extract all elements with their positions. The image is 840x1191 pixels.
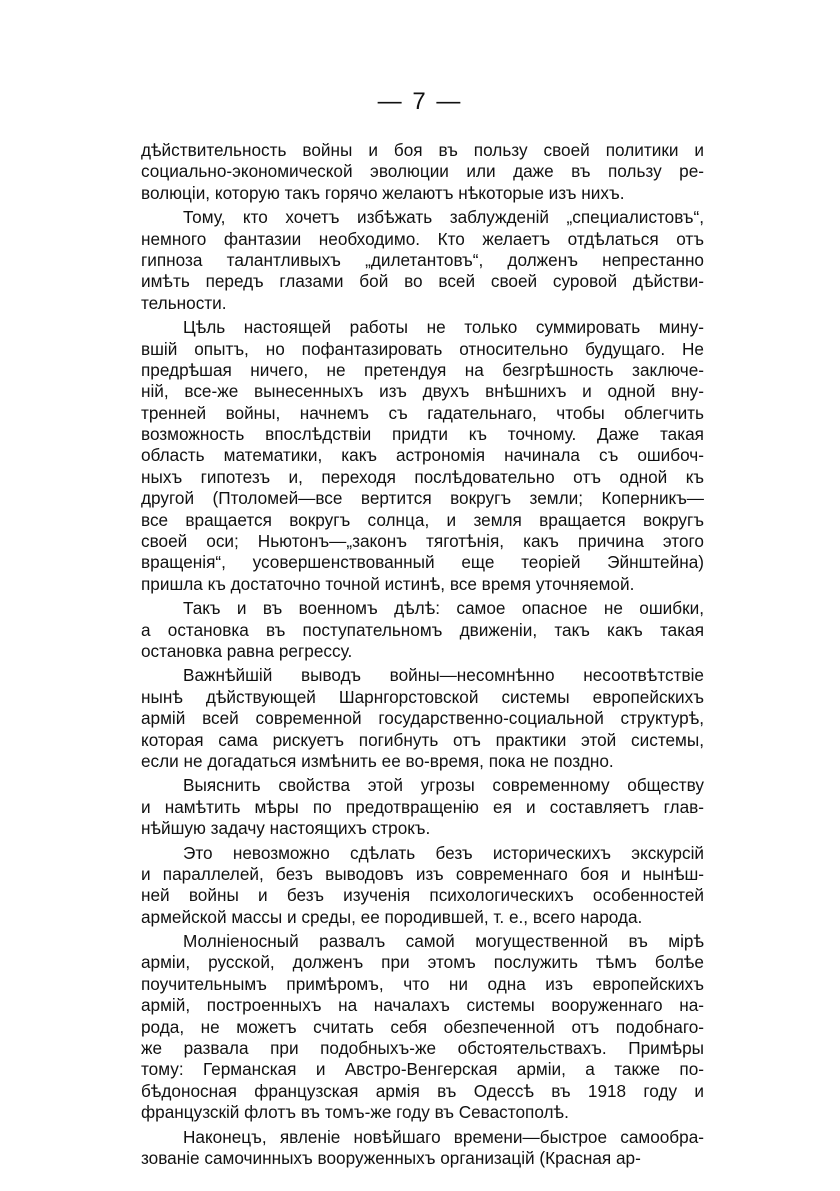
text-line: Цѣль настоящей работы не только суммировать мину- [183,317,704,338]
text-line: своей оси; Ньютонъ—„законъ тяготѣнія, какъ причина этого [141,531,704,552]
text-line: возможность впослѣдствіи придти къ точному. Даже такая [141,424,704,445]
paragraph [141,931,704,1124]
text-line: армій, построенныхъ на началахъ системы вооруженнаго на- [141,995,704,1016]
text-line: Наконецъ, явленіе новѣйшаго времени—быстрое самообра- [183,1126,704,1147]
text-line: ней войны и безъ изученія психологическихъ особенностей [141,885,704,906]
text-line: вшій опытъ, но пофантазировать относительно будущаго. Не [141,338,704,359]
text-line: пришла къ достаточно точной истинѣ, все время уточняемой. [141,573,635,594]
text-line: французскій флотъ въ томъ-же году въ Севастополѣ. [141,1102,569,1123]
text-line: имѣть передъ глазами бой во всей своей суровой дѣйстви- [141,271,704,292]
text-line: Важнѣйшій выводъ войны—несомнѣнно несоотвѣтствіе [183,665,704,686]
text-line: и параллелей, безъ выводовъ изъ современнаго боя и нынѣш- [141,863,704,884]
text-line: нѣйшую задачу настоящихъ строкъ. [141,818,431,839]
paragraph [141,665,704,772]
page-number: — 7 — [377,88,463,115]
text-line: зованіе самочинныхъ вооруженныхъ организацій (Красная ар- [141,1147,641,1168]
text-line: другой (Птоломей—все вертится вокругъ земли; Коперникъ— [141,488,704,509]
text-line: Такъ и въ военномъ дѣлѣ: самое опасное не ошибки, [183,598,704,619]
text-line: поучительнымъ примѣромъ, что ни одна изъ европейскихъ [141,973,704,994]
text-line: и намѣтить мѣры по предотвращенію ея и составляетъ глав- [141,796,704,817]
text-line: дѣйствительность войны и боя въ пользу своей политики и [141,140,704,160]
text-line: рода, не можетъ считать себя обезпеченной отъ подобнаго- [141,1016,704,1037]
text-line: армій всей современной государственно-социальной структурѣ, [141,708,704,729]
text-line: социально-экономической эволюции или даже въ пользу ре- [141,161,704,182]
paragraph [141,775,704,839]
text-line: армейской массы и среды, ее породившей, т. е., всего народа. [141,906,643,927]
text-line: все вращается вокругъ солнца, и земля вращается вокругъ [141,509,704,530]
text-line: Молніеносный развалъ самой могущественной въ мірѣ [183,931,704,952]
text-line: тому: Германская и Австро-Венгерская арміи, а также по- [141,1059,704,1080]
text-line: немного фантазии необходимо. Кто желаетъ отдѣлаться отъ [141,228,704,249]
text-line: нынѣ дѣйствующей Шарнгорстовской системы европейскихъ [141,686,704,707]
text-line: гипноза талантливыхъ „дилетантовъ“, долженъ непрестанно [141,249,704,270]
text-line: если не догадаться измѣнить ее во-время, пока не поздно. [141,750,614,771]
text-line: Тому, кто хочетъ избѣжать заблужденій „специалистовъ“, [183,207,704,228]
body-text [141,140,704,1169]
text-line: область математики, какъ астрономія начинала съ ошибоч- [141,445,704,466]
text-line: ныхъ гипотезъ и, переходя послѣдовательно отъ одной къ [141,466,704,487]
text-line: тренней войны, начнемъ съ гадательнаго, чтобы облегчить [141,402,704,423]
text-line: остановка равна регрессу. [141,640,353,661]
text-line: арміи, русской, долженъ при этомъ послужить тѣмъ болѣе [141,952,704,973]
text-line: ній, все-же вынесенныхъ изъ двухъ внѣшнихъ и одной вну- [141,381,704,402]
text-line: предрѣшая ничего, не претендуя на безгрѣшность заключе- [141,359,704,380]
paragraph [141,207,704,314]
paragraph [141,1127,704,1170]
text-line: вращенія“, усовершенствованный еще теоріей Эйнштейна) [141,552,704,573]
text-line: тельности. [141,292,227,313]
text-line: бѣдоносная французская армія въ Одессѣ въ 1918 году и [141,1080,704,1101]
text-line: которая сама рискуетъ погибнуть отъ практики этой системы, [141,729,704,750]
text-line: волюціи, которую такъ горячо желаютъ нѣкоторые изъ нихъ. [141,182,625,203]
text-line: же развала при подобныхъ-же обстоятельствахъ. Примѣры [141,1038,704,1059]
text-line: Выяснить свойства этой угрозы современному обществу [183,775,704,796]
text-line: Это невозможно сдѣлать безъ историческихъ экскурсій [183,842,704,863]
paragraph [141,317,704,595]
paragraph [141,140,704,204]
paragraph [141,598,704,662]
paragraph [141,843,704,929]
text-line: а остановка въ поступательномъ движеніи, такъ какъ такая [141,619,704,640]
